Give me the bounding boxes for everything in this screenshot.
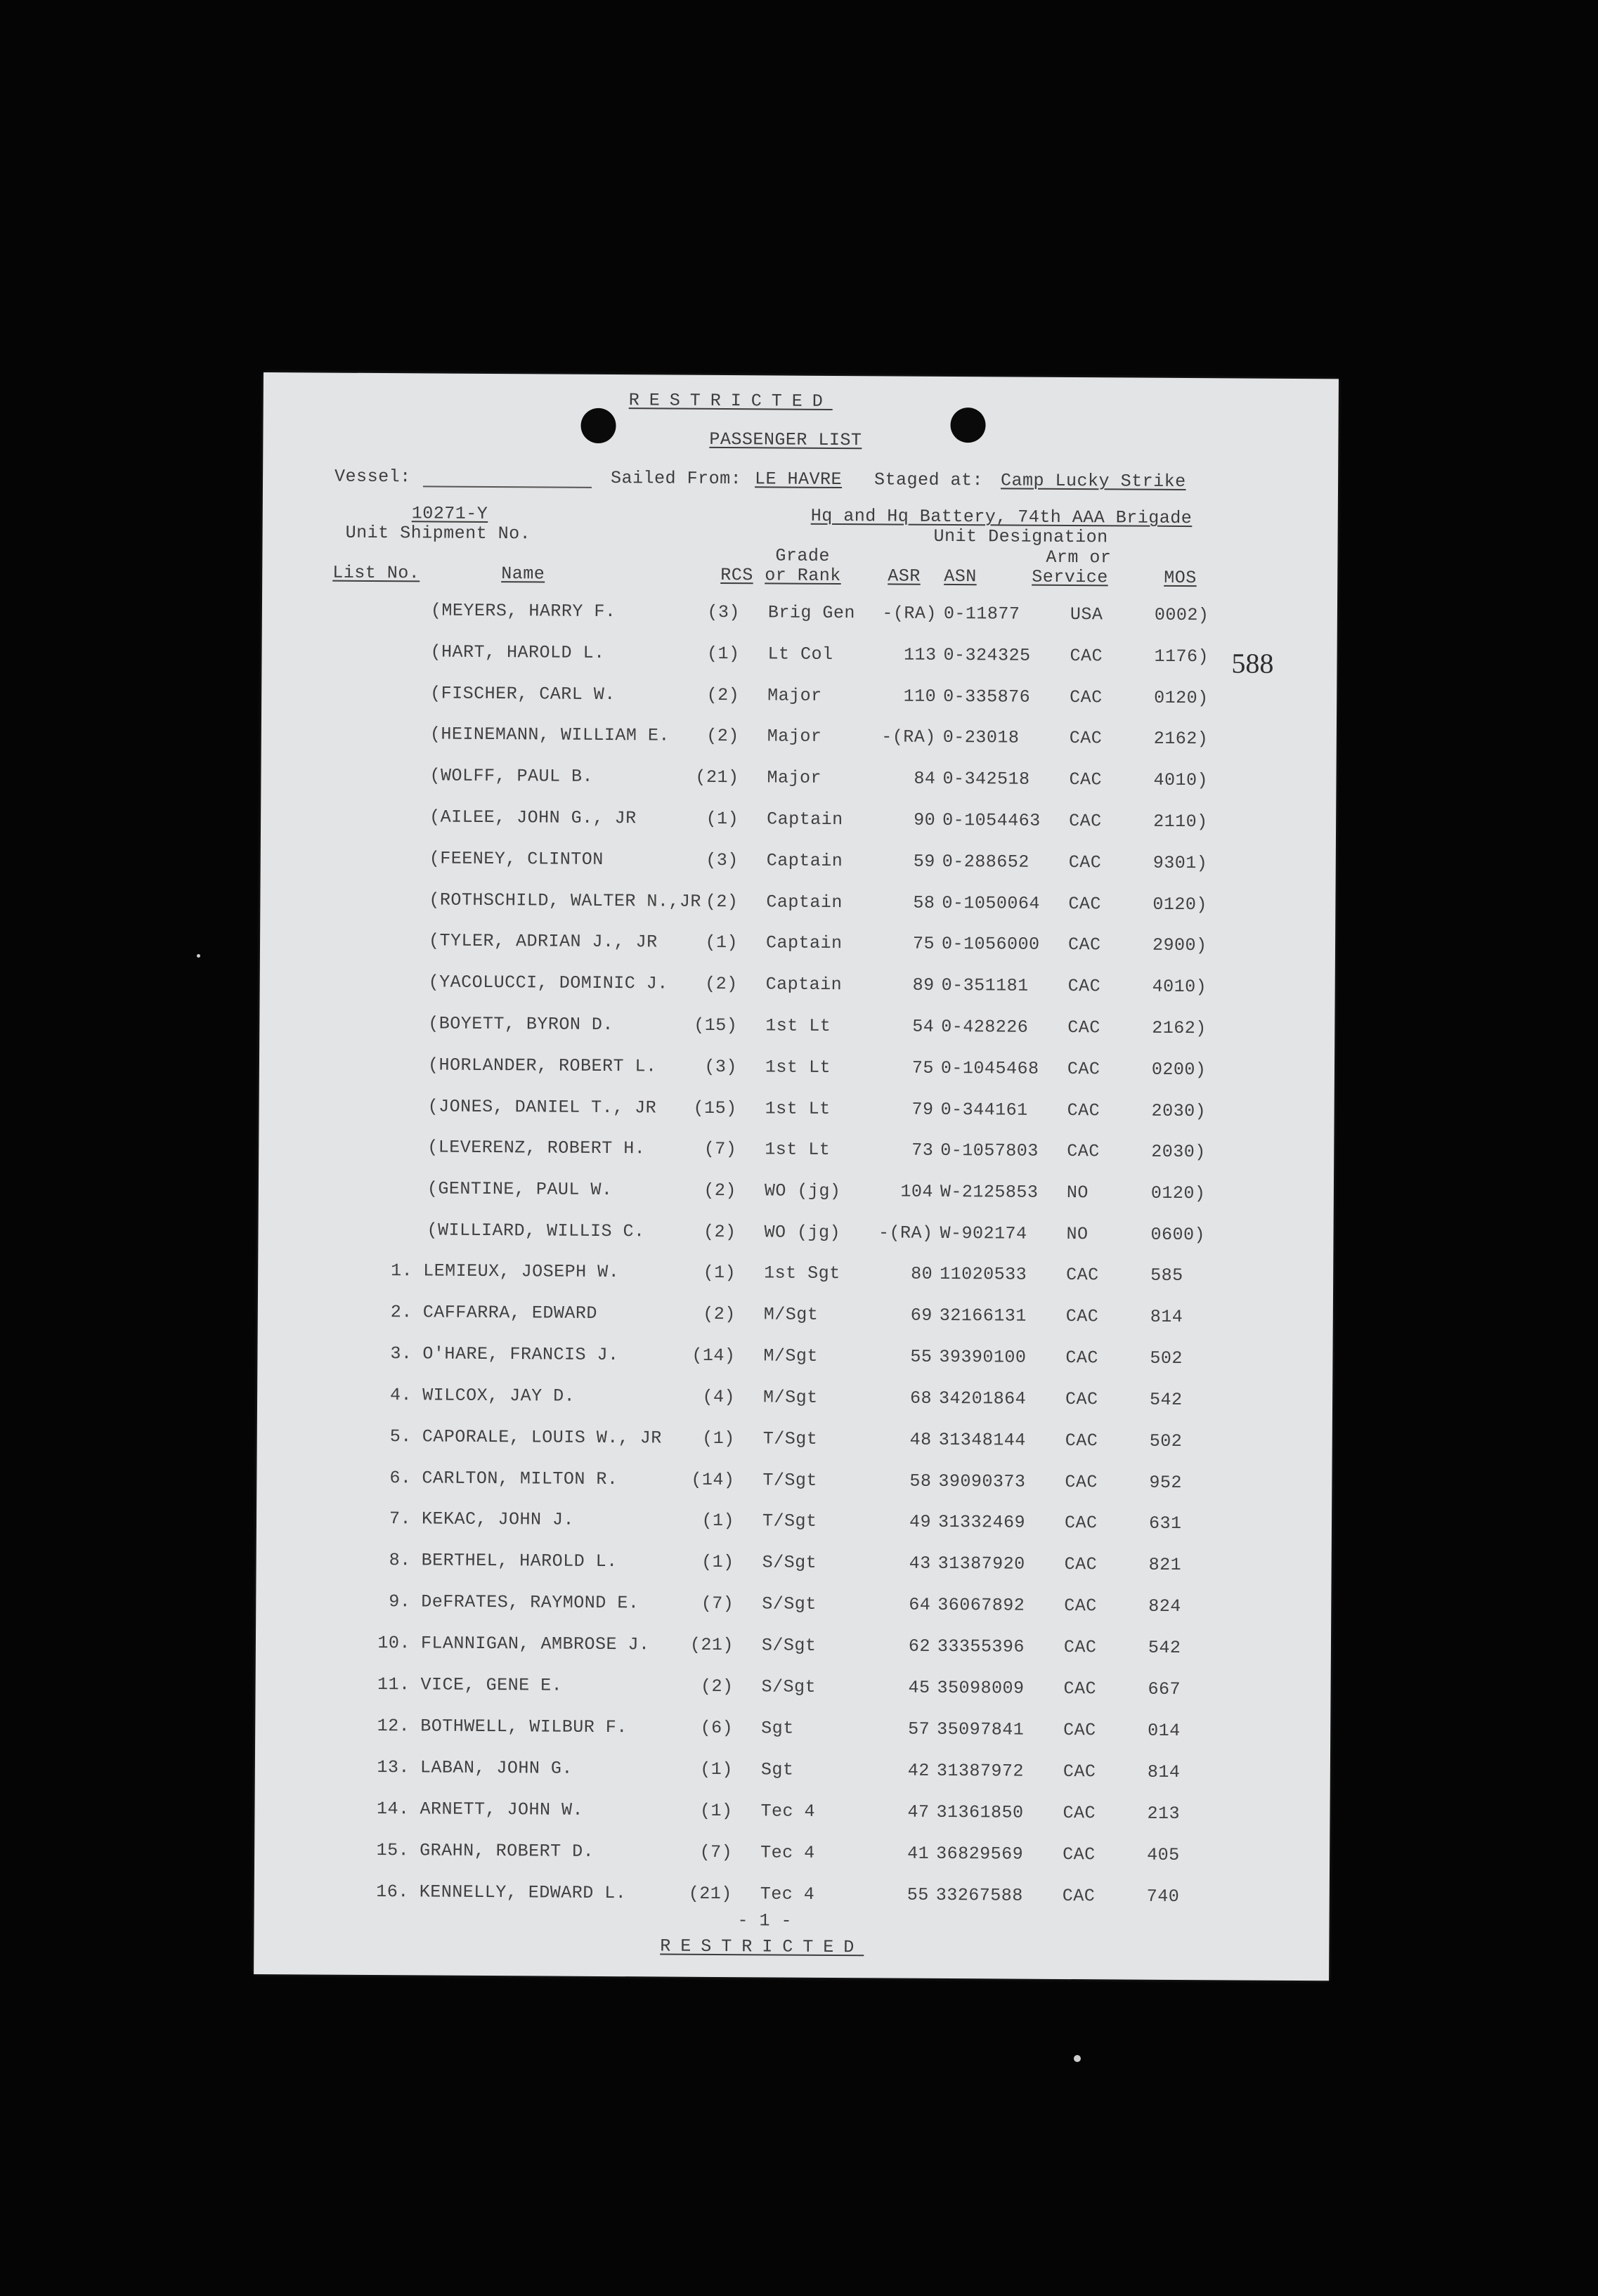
cell-name: (JONES, DANIEL T., JR <box>427 1096 657 1118</box>
cell-name: VICE, GENE E. <box>420 1674 563 1696</box>
cell-rcs: (2) <box>705 891 739 913</box>
cell-name: (WOLFF, PAUL B. <box>429 765 594 787</box>
cell-grade: T/Sgt <box>762 1428 818 1449</box>
cell-no: 1. <box>391 1260 413 1281</box>
cell-rcs: (3) <box>707 601 741 623</box>
cell-arm: NO <box>1066 1224 1089 1245</box>
cell-mos: 0002) <box>1154 604 1209 626</box>
cell-asr: 49 <box>909 1511 932 1532</box>
cell-rcs: (2) <box>703 1180 736 1201</box>
cell-asn: 0-23018 <box>942 726 1020 748</box>
cell-grade: WO (jg) <box>764 1222 841 1244</box>
cell-rcs: (2) <box>703 1303 736 1325</box>
cell-grade: Captain <box>765 932 843 954</box>
cell-name: (YACOLUCCI, DOMINIC J. <box>428 972 668 994</box>
cell-name: (WILLIARD, WILLIS C. <box>427 1220 645 1242</box>
unit-designation: Hq and Hq Battery, 74th AAA Brigade <box>810 505 1193 529</box>
cell-name: (ROTHSCHILD, WALTER N.,JR <box>429 889 702 912</box>
cell-name: (BOYETT, BYRON D. <box>428 1013 613 1036</box>
cell-name: GRAHN, ROBERT D. <box>420 1840 595 1862</box>
cell-no: 8. <box>389 1550 411 1571</box>
cell-mos: 405 <box>1147 1844 1180 1866</box>
scan-speck <box>197 954 200 958</box>
cell-rcs: (1) <box>701 1510 735 1532</box>
cell-asr: 62 <box>908 1636 931 1657</box>
cell-arm: CAC <box>1069 769 1103 790</box>
cell-asn: 0-11877 <box>943 603 1020 625</box>
cell-grade: 1st Lt <box>765 1015 831 1036</box>
cell-grade: Major <box>767 767 822 788</box>
cell-rcs: (1) <box>706 808 739 830</box>
page-number: - 1 - <box>737 1910 793 1931</box>
cell-asn: 31348144 <box>938 1429 1026 1451</box>
cell-asr: 54 <box>912 1016 935 1037</box>
cell-arm: CAC <box>1064 1512 1098 1534</box>
cell-rcs: (6) <box>700 1717 734 1739</box>
unit-shipment-label: Unit Shipment No. <box>345 522 531 544</box>
officer-row <box>259 1136 1334 1170</box>
cell-mos: 2162) <box>1153 728 1209 750</box>
cell-asr: 68 <box>909 1388 933 1409</box>
cell-no: 7. <box>389 1508 412 1529</box>
cell-grade: Sgt <box>760 1759 794 1780</box>
cell-arm: CAC <box>1062 1885 1096 1907</box>
officer-row <box>261 847 1336 882</box>
cell-asn: 31387972 <box>936 1760 1024 1782</box>
cell-rcs: (2) <box>705 973 738 995</box>
cell-mos: 213 <box>1147 1803 1181 1825</box>
cell-grade: S/Sgt <box>762 1593 817 1615</box>
cell-asn: 0-1057803 <box>940 1140 1039 1161</box>
enlisted-row <box>256 1632 1331 1666</box>
cell-grade: Captain <box>766 850 843 872</box>
cell-name: (HART, HAROLD L. <box>430 641 605 663</box>
cell-asr: 79 <box>911 1099 934 1120</box>
cell-asr: 89 <box>912 974 935 996</box>
cell-mos: 502 <box>1149 1430 1183 1452</box>
cell-rcs: (7) <box>699 1841 733 1863</box>
enlisted-row <box>256 1591 1331 1625</box>
cell-mos: 1176) <box>1154 646 1209 667</box>
cell-mos: 2030) <box>1151 1100 1207 1122</box>
enlisted-row <box>258 1260 1333 1294</box>
cell-no: 6. <box>389 1468 412 1489</box>
cell-mos: 0120) <box>1150 1182 1206 1204</box>
cell-name: KEKAC, JOHN J. <box>421 1508 575 1530</box>
cell-name: FLANNIGAN, AMBROSE J. <box>420 1633 650 1655</box>
cell-name: (LEVERENZ, ROBERT H. <box>427 1137 646 1159</box>
cell-arm: CAC <box>1063 1678 1097 1700</box>
cell-name: (FEENEY, CLINTON <box>429 848 604 870</box>
cell-grade: Captain <box>767 809 843 830</box>
cell-name: DeFRATES, RAYMOND E. <box>421 1591 639 1614</box>
cell-mos: 740 <box>1146 1886 1180 1907</box>
cell-rcs: (15) <box>694 1015 738 1036</box>
cell-rcs: (21) <box>689 1634 734 1656</box>
cell-asr: 75 <box>911 1057 935 1078</box>
cell-asn: 0-351181 <box>941 974 1029 996</box>
cell-mos: 667 <box>1148 1678 1181 1700</box>
cell-name: BOTHWELL, WILBUR F. <box>420 1716 628 1738</box>
officer-row <box>261 806 1336 840</box>
cell-mos: 585 <box>1150 1265 1183 1286</box>
cell-rcs: (1) <box>706 643 740 665</box>
enlisted-row <box>255 1715 1330 1749</box>
cell-asr: 55 <box>907 1884 929 1905</box>
cell-grade: M/Sgt <box>763 1304 819 1325</box>
sailed-from-value: LE HAVRE <box>754 469 843 490</box>
officer-row <box>259 1095 1334 1130</box>
column-asn: ASN <box>944 566 977 587</box>
cell-mos: 0120) <box>1152 894 1208 915</box>
cell-no: 10. <box>377 1633 411 1654</box>
cell-grade: 1st Lt <box>765 1139 831 1160</box>
enlisted-row <box>255 1674 1330 1708</box>
cell-arm: CAC <box>1067 934 1101 955</box>
cell-no: 12. <box>377 1716 410 1737</box>
sailed-from-label: Sailed From: <box>611 468 742 490</box>
cell-arm: CAC <box>1063 1802 1096 1824</box>
cell-grade: Major <box>767 726 822 747</box>
cell-mos: 4010) <box>1153 769 1209 791</box>
cell-mos: 0600) <box>1150 1224 1206 1246</box>
cell-asn: 0-335876 <box>943 686 1031 707</box>
cell-asn: 35097841 <box>937 1718 1025 1740</box>
cell-grade: M/Sgt <box>763 1345 819 1366</box>
cell-name: LABAN, JOHN G. <box>420 1757 573 1779</box>
cell-rcs: (1) <box>705 932 739 953</box>
cell-asn: 0-344161 <box>940 1099 1028 1121</box>
officer-row <box>260 930 1335 964</box>
cell-asn: 39090373 <box>938 1470 1026 1492</box>
scan-speck <box>1074 2055 1081 2062</box>
cell-asr: 47 <box>907 1801 930 1822</box>
cell-grade: Major <box>767 685 822 706</box>
cell-arm: CAC <box>1064 1553 1098 1575</box>
cell-rcs: (1) <box>699 1800 733 1822</box>
cell-mos: 2162) <box>1152 1017 1207 1039</box>
cell-name: (GENTINE, PAUL W. <box>427 1178 613 1201</box>
cell-asr: 75 <box>912 933 935 954</box>
cell-asn: 0-1056000 <box>941 933 1040 955</box>
officer-row <box>261 764 1336 799</box>
enlisted-row <box>254 1839 1330 1874</box>
cell-rcs: (14) <box>691 1345 736 1366</box>
cell-no: 13. <box>377 1757 410 1778</box>
cell-asr: -(RA) <box>878 1222 933 1244</box>
cell-asr: 64 <box>909 1594 931 1615</box>
officer-row <box>261 723 1337 757</box>
cell-name: (FISCHER, CARL W. <box>430 683 616 705</box>
cell-mos: 0120) <box>1154 687 1209 709</box>
cell-no: 4. <box>390 1385 413 1406</box>
cell-grade: S/Sgt <box>761 1676 817 1697</box>
cell-asn: 31332469 <box>937 1511 1026 1533</box>
column-arm-line2: Service <box>1032 566 1108 588</box>
restricted-footer: RESTRICTED <box>660 1936 864 1958</box>
cell-asn: 0-428226 <box>941 1016 1029 1038</box>
cell-asr: 113 <box>903 644 937 665</box>
officer-row <box>260 889 1335 923</box>
cell-asr: 110 <box>903 686 937 707</box>
staged-at-label: Staged at: <box>873 469 984 491</box>
cell-grade: 1st Sgt <box>764 1263 840 1284</box>
cell-mos: 502 <box>1150 1348 1183 1369</box>
cell-rcs: (21) <box>688 1883 732 1905</box>
column-grade-line2: or Rank <box>765 565 841 587</box>
cell-grade: Tec 4 <box>760 1801 816 1822</box>
cell-rcs: (7) <box>703 1138 737 1160</box>
officer-row <box>261 641 1337 675</box>
cell-grade: Tec 4 <box>760 1884 815 1905</box>
cell-arm: CAC <box>1067 1059 1100 1080</box>
cell-grade: Captain <box>765 974 843 996</box>
officer-row <box>259 1012 1334 1047</box>
document-title: PASSENGER LIST <box>709 429 862 451</box>
cell-rcs: (3) <box>706 849 739 871</box>
officer-row <box>258 1219 1333 1253</box>
cell-asn: 35098009 <box>937 1677 1025 1699</box>
cell-name: CAPORALE, LOUIS W., JR <box>422 1426 662 1449</box>
cell-asr: 73 <box>911 1140 934 1161</box>
cell-asr: 58 <box>909 1470 932 1492</box>
staged-at-value: Camp Lucky Strike <box>1000 470 1186 493</box>
column-grade-line1: Grade <box>775 545 831 566</box>
cell-mos: 9301) <box>1152 852 1208 874</box>
cell-asr: 58 <box>913 892 935 913</box>
cell-grade: M/Sgt <box>763 1387 818 1408</box>
restricted-header: RESTRICTED <box>628 390 833 412</box>
cell-asn: 0-1054463 <box>942 809 1041 831</box>
cell-asn: 39390100 <box>939 1346 1027 1368</box>
cell-rcs: (21) <box>695 767 739 788</box>
cell-asn: 0-1050064 <box>942 892 1041 914</box>
cell-mos: 2110) <box>1153 811 1208 833</box>
cell-asr: -(RA) <box>881 726 936 748</box>
cell-asn: 33355396 <box>937 1636 1025 1657</box>
cell-arm: CAC <box>1063 1719 1096 1741</box>
cell-asr: 48 <box>909 1429 932 1450</box>
cell-asr: 84 <box>914 768 936 789</box>
cell-asr: 69 <box>910 1305 933 1326</box>
cell-name: (MEYERS, HARRY F. <box>430 600 616 622</box>
handwritten-page-number: 588 <box>1231 647 1274 679</box>
cell-asn: 0-324325 <box>943 644 1031 666</box>
cell-name: (TYLER, ADRIAN J., JR <box>428 930 658 953</box>
officer-row <box>261 682 1337 717</box>
cell-grade: 1st Lt <box>765 1098 831 1119</box>
column-arm-line1: Arm or <box>1046 547 1112 568</box>
cell-arm: CAC <box>1067 976 1101 997</box>
cell-grade: Tec 4 <box>760 1842 815 1863</box>
cell-asr: 90 <box>914 809 936 830</box>
cell-mos: 824 <box>1148 1596 1181 1617</box>
cell-arm: CAC <box>1070 687 1103 708</box>
cell-mos: 4010) <box>1152 976 1207 998</box>
cell-asr: 41 <box>907 1843 930 1864</box>
cell-mos: 814 <box>1147 1761 1181 1783</box>
cell-asn: 36829569 <box>936 1843 1024 1865</box>
cell-mos: 542 <box>1150 1389 1183 1411</box>
cell-arm: CAC <box>1068 894 1102 915</box>
cell-rcs: (1) <box>702 1428 735 1449</box>
cell-asn: 32166131 <box>939 1305 1027 1326</box>
cell-asr: 80 <box>911 1263 933 1284</box>
cell-rcs: (1) <box>700 1759 733 1780</box>
cell-asn: 31387920 <box>937 1553 1025 1574</box>
column-rcs: RCS <box>720 564 753 586</box>
cell-asr: 55 <box>910 1346 933 1367</box>
cell-mos: 821 <box>1148 1554 1182 1576</box>
enlisted-row <box>256 1508 1332 1542</box>
officer-row <box>260 971 1335 1005</box>
enlisted-row <box>256 1467 1332 1501</box>
cell-asn: 0-1045468 <box>940 1057 1039 1079</box>
cell-grade: 1st Lt <box>765 1057 831 1078</box>
officer-row <box>259 1054 1334 1088</box>
cell-asn: 11020533 <box>940 1263 1027 1285</box>
cell-asn: 33267588 <box>935 1884 1023 1906</box>
cell-asr: 43 <box>909 1553 931 1574</box>
cell-mos: 542 <box>1148 1637 1181 1659</box>
cell-asn: W-902174 <box>940 1222 1027 1244</box>
cell-rcs: (3) <box>704 1056 738 1078</box>
cell-grade: T/Sgt <box>762 1470 817 1491</box>
cell-name: LEMIEUX, JOSEPH W. <box>423 1260 620 1283</box>
cell-name: O'HARE, FRANCIS J. <box>422 1343 619 1366</box>
cell-arm: CAC <box>1063 1636 1097 1658</box>
cell-arm: USA <box>1070 604 1103 625</box>
cell-name: CAFFARRA, EDWARD <box>422 1302 597 1324</box>
cell-asn: 36067892 <box>937 1594 1025 1616</box>
cell-arm: NO <box>1066 1182 1089 1204</box>
cell-no: 15. <box>376 1840 410 1861</box>
cell-arm: CAC <box>1069 811 1102 832</box>
cell-rcs: (2) <box>706 684 740 706</box>
cell-grade: Brig Gen <box>767 602 856 624</box>
cell-rcs: (7) <box>701 1593 734 1615</box>
enlisted-row <box>254 1798 1330 1832</box>
enlisted-row <box>257 1426 1332 1460</box>
cell-grade: Sgt <box>761 1718 794 1739</box>
officer-row <box>259 1178 1334 1212</box>
cell-asr: -(RA) <box>882 603 937 624</box>
cell-asr: 42 <box>907 1760 930 1781</box>
cell-name: CARLTON, MILTON R. <box>422 1468 618 1490</box>
cell-arm: CAC <box>1070 646 1103 667</box>
cell-mos: 014 <box>1148 1720 1181 1742</box>
cell-arm: CAC <box>1067 1100 1100 1121</box>
cell-arm: CAC <box>1065 1306 1099 1327</box>
cell-asn: 31361850 <box>936 1801 1024 1823</box>
cell-rcs: (2) <box>706 725 739 747</box>
enlisted-row <box>255 1756 1330 1791</box>
cell-name: ARNETT, JOHN W. <box>420 1799 584 1820</box>
cell-mos: 814 <box>1150 1306 1183 1328</box>
cell-grade: S/Sgt <box>762 1552 817 1573</box>
cell-name: BERTHEL, HAROLD L. <box>421 1550 618 1572</box>
unit-designation-label: Unit Designation <box>933 526 1108 548</box>
cell-mos: 952 <box>1149 1472 1182 1494</box>
cell-asn: 34201864 <box>939 1388 1027 1409</box>
cell-arm: CAC <box>1065 1471 1098 1493</box>
cell-no: 2. <box>390 1302 413 1323</box>
cell-arm: CAC <box>1064 1595 1097 1617</box>
enlisted-row <box>257 1343 1332 1377</box>
cell-no: 5. <box>389 1426 412 1447</box>
passenger-table <box>254 372 1339 1981</box>
cell-no: 14. <box>376 1799 410 1820</box>
cell-mos: 0200) <box>1151 1059 1207 1081</box>
cell-rcs: (4) <box>702 1386 736 1408</box>
cell-rcs: (1) <box>701 1551 734 1573</box>
cell-arm: CAC <box>1069 728 1103 749</box>
column-list-no: List No. <box>332 562 420 584</box>
cell-arm: CAC <box>1066 1265 1099 1286</box>
cell-name: KENNELLY, EDWARD L. <box>419 1881 627 1904</box>
cell-asn: 0-342518 <box>942 768 1030 790</box>
cell-arm: CAC <box>1063 1761 1096 1782</box>
cell-no: 16. <box>376 1881 409 1903</box>
cell-name: (AILEE, JOHN G., JR <box>429 807 637 829</box>
cell-name: (HEINEMANN, WILLIAM E. <box>429 724 670 746</box>
cell-no: 3. <box>390 1343 413 1364</box>
cell-arm: CAC <box>1067 1141 1100 1162</box>
column-asr: ASR <box>888 566 921 587</box>
column-name: Name <box>501 563 545 585</box>
column-mos: MOS <box>1164 567 1197 589</box>
cell-grade: S/Sgt <box>761 1635 817 1656</box>
cell-grade: T/Sgt <box>762 1511 817 1532</box>
vessel-label: Vessel: <box>334 466 411 488</box>
cell-no: 9. <box>389 1591 411 1612</box>
cell-no: 11. <box>377 1674 410 1695</box>
cell-name: WILCOX, JAY D. <box>422 1385 576 1407</box>
cell-arm: CAC <box>1068 852 1102 873</box>
cell-mos: 631 <box>1148 1513 1182 1534</box>
cell-mos: 2030) <box>1151 1141 1206 1163</box>
cell-name: (HORLANDER, ROBERT L. <box>427 1055 657 1077</box>
cell-grade: Lt Col <box>767 644 833 665</box>
cell-asr: 59 <box>913 851 935 872</box>
cell-asr: 57 <box>908 1718 930 1740</box>
cell-rcs: (2) <box>703 1221 736 1243</box>
officer-row <box>262 599 1337 634</box>
cell-asn: W-2125853 <box>940 1181 1039 1203</box>
cell-arm: CAC <box>1067 1017 1100 1038</box>
enlisted-row <box>257 1384 1332 1418</box>
cell-asr: 45 <box>908 1677 930 1698</box>
cell-arm: CAC <box>1065 1430 1098 1452</box>
enlisted-row <box>256 1549 1332 1584</box>
cell-grade: WO (jg) <box>764 1180 841 1202</box>
cell-arm: CAC <box>1065 1347 1099 1369</box>
cell-arm: CAC <box>1065 1388 1098 1410</box>
enlisted-row <box>258 1301 1333 1336</box>
cell-asr: 104 <box>900 1181 933 1202</box>
cell-rcs: (15) <box>693 1097 737 1119</box>
cell-asn: 0-288652 <box>942 851 1029 873</box>
unit-shipment-number: 10271-Y <box>411 503 488 524</box>
document-page <box>254 372 1339 1981</box>
cell-rcs: (2) <box>700 1676 734 1697</box>
cell-arm: CAC <box>1063 1844 1096 1865</box>
cell-rcs: (14) <box>691 1469 735 1491</box>
cell-mos: 2900) <box>1152 934 1207 956</box>
cell-grade: Captain <box>766 892 843 913</box>
cell-rcs: (1) <box>703 1262 736 1284</box>
